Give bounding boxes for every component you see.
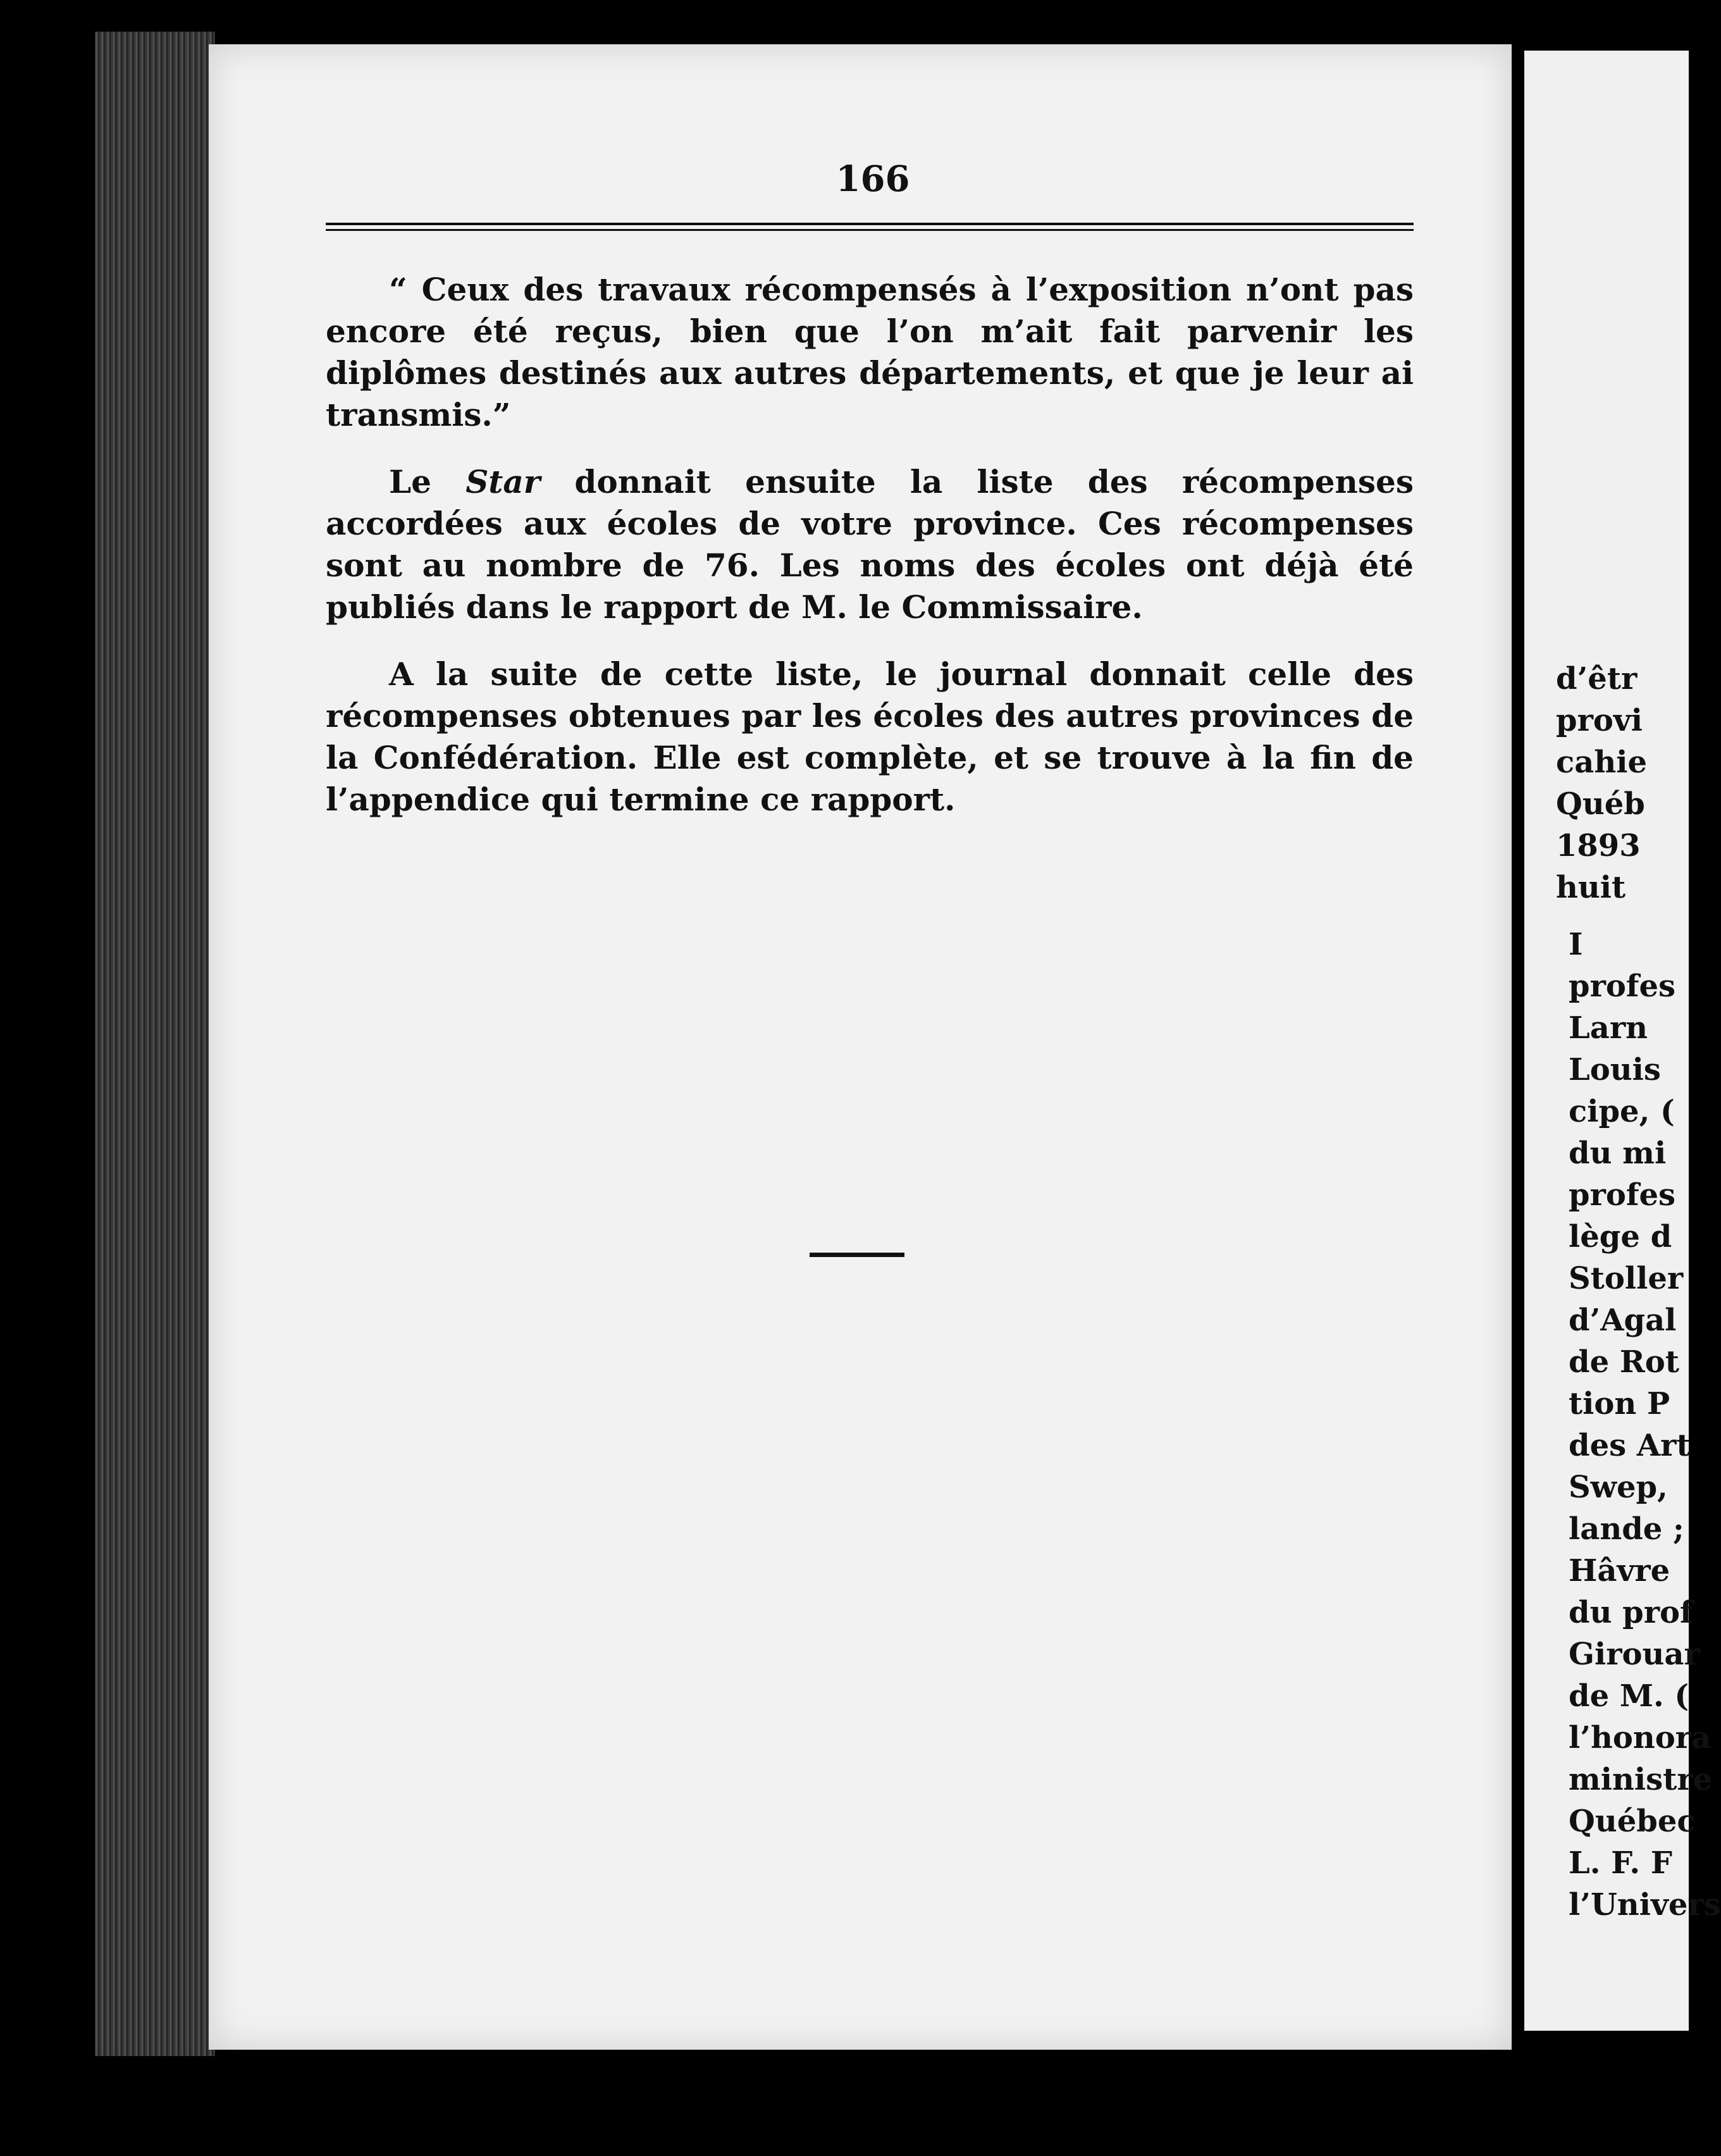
star-newspaper-title: Star bbox=[466, 463, 541, 500]
right-line: huit bbox=[1556, 870, 1626, 905]
book-page-edges bbox=[95, 32, 215, 2056]
paragraph-2-prefix: Le bbox=[389, 463, 466, 500]
right-line: 1893 bbox=[1556, 828, 1641, 864]
right-line: ministre bbox=[1569, 1762, 1713, 1797]
right-line: de M. ( bbox=[1569, 1678, 1689, 1714]
paragraph-1: “ Ceux des travaux récompensés à l’exposition n’ont pas encore été reçus, bien que l’on m’ait fait parvenir les diplômes destinés aux autres départements, et que je leur ai transmis.” bbox=[326, 271, 1414, 433]
right-line: L. F. F bbox=[1569, 1845, 1672, 1881]
right-line: Hâvre bbox=[1569, 1553, 1670, 1589]
right-line: profes bbox=[1569, 1177, 1676, 1213]
paragraph-2-suffix: donnait ensuite la liste des récompenses accordées aux écoles de votre province. bbox=[326, 463, 1414, 542]
right-line: Larn bbox=[1569, 1010, 1648, 1046]
right-line: d’êtr bbox=[1556, 661, 1638, 697]
right-line: I bbox=[1569, 927, 1583, 962]
left-page-text bbox=[326, 269, 1414, 846]
right-line: Swep, bbox=[1569, 1470, 1668, 1505]
right-line: l’honora bbox=[1569, 1720, 1712, 1756]
paragraph-2-rest: Ces récompenses sont au nombre de 76. Les noms des écoles ont déjà été publiés dans le rapport de M. le Commissaire. bbox=[326, 505, 1414, 626]
right-line: de Rot bbox=[1569, 1344, 1679, 1380]
paragraph-3: A la suite de cette liste, le journal donnait celle des récompenses obtenues par les écoles des autres provinces de la Confédération. Elle est complète, et se trouve à la fin de l’appendice qui termine ce rapport. bbox=[326, 655, 1414, 818]
right-line: d’Agal bbox=[1569, 1303, 1677, 1338]
section-end-dash bbox=[810, 1253, 904, 1257]
right-line: du prof bbox=[1569, 1595, 1693, 1630]
right-line: Louis bbox=[1569, 1052, 1661, 1087]
right-page-fragment-1 bbox=[1556, 658, 1682, 908]
right-line: Québ bbox=[1556, 786, 1645, 822]
right-line: provi bbox=[1556, 703, 1643, 738]
right-line: l’Univers bbox=[1569, 1887, 1721, 1923]
right-line: cahie bbox=[1556, 745, 1647, 780]
right-line: des Art bbox=[1569, 1428, 1691, 1463]
right-page-fragment-2 bbox=[1569, 924, 1721, 1926]
right-line: lège d bbox=[1569, 1219, 1672, 1255]
right-line: Québec bbox=[1569, 1804, 1696, 1839]
right-line: cipe, ( bbox=[1569, 1094, 1675, 1129]
right-line: Girouar bbox=[1569, 1637, 1700, 1672]
right-line: profes bbox=[1569, 969, 1676, 1004]
right-line: tion P bbox=[1569, 1386, 1670, 1422]
page-number: 166 bbox=[836, 158, 910, 200]
right-line: du mi bbox=[1569, 1136, 1667, 1171]
header-rule bbox=[326, 223, 1414, 231]
right-line: lande ; bbox=[1569, 1511, 1684, 1547]
right-line: Stoller bbox=[1569, 1261, 1684, 1296]
paragraph-2 bbox=[326, 461, 1414, 628]
